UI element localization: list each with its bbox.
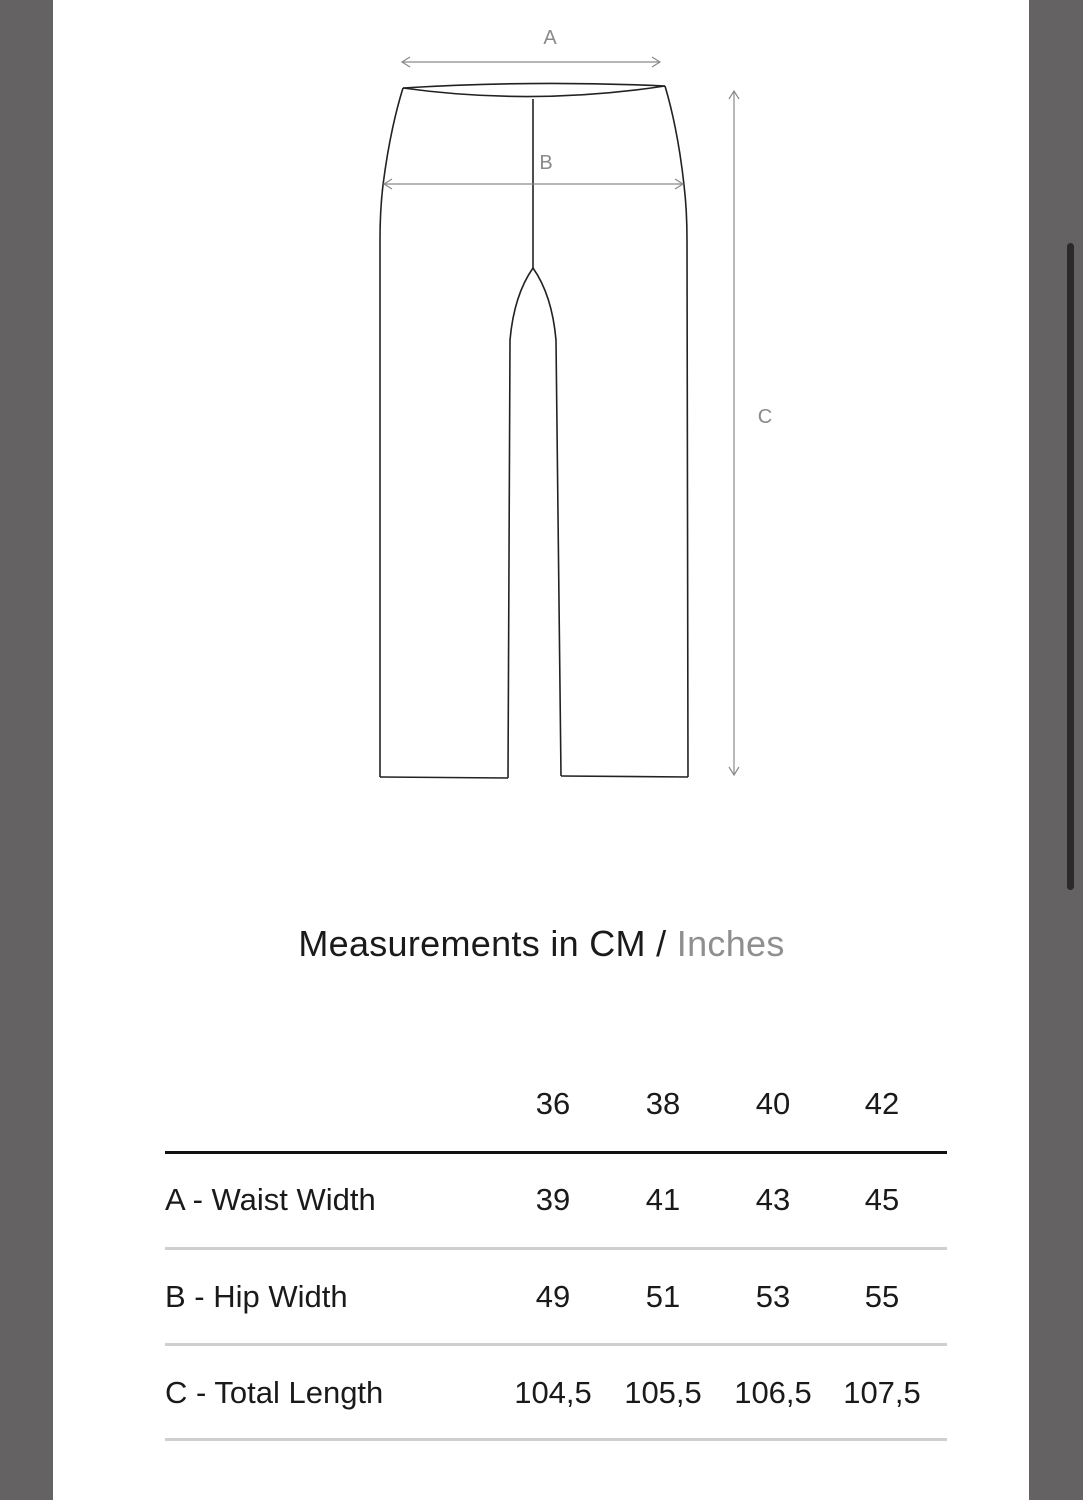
row-label-waist-width: A - Waist Width — [165, 1182, 376, 1217]
row-divider — [165, 1343, 947, 1346]
table-cell: 41 — [645, 1182, 681, 1217]
size-header-36: 36 — [535, 1086, 571, 1121]
measurement-heading — [0, 923, 1083, 965]
table-cell: 105,5 — [624, 1375, 702, 1410]
table-cell: 51 — [645, 1279, 681, 1314]
size-header-38: 38 — [645, 1086, 681, 1121]
table-cell: 104,5 — [514, 1375, 592, 1410]
row-divider — [165, 1247, 947, 1250]
header-rule — [165, 1151, 947, 1154]
size-header-42: 42 — [864, 1086, 900, 1121]
label-a: A — [543, 27, 557, 49]
label-b: B — [539, 152, 553, 174]
measurement-arrows — [384, 57, 739, 775]
heading-separator: / — [656, 923, 667, 964]
row-label-hip-width: B - Hip Width — [165, 1279, 348, 1314]
heading-unit-inches[interactable]: Inches — [676, 923, 785, 964]
table-cell: 45 — [864, 1182, 900, 1217]
row-divider — [165, 1438, 947, 1441]
table-cell: 106,5 — [734, 1375, 812, 1410]
table-cell: 55 — [864, 1279, 900, 1314]
table-cell: 49 — [535, 1279, 571, 1314]
heading-unit-cm[interactable]: Measurements in CM — [298, 923, 646, 964]
table-cell: 107,5 — [843, 1375, 921, 1410]
size-header-40: 40 — [755, 1086, 791, 1121]
label-c: C — [757, 406, 773, 428]
table-cell: 43 — [755, 1182, 791, 1217]
pants-outline — [380, 83, 688, 778]
table-cell: 53 — [755, 1279, 791, 1314]
row-label-total-length: C - Total Length — [165, 1375, 384, 1410]
table-cell: 39 — [535, 1182, 571, 1217]
